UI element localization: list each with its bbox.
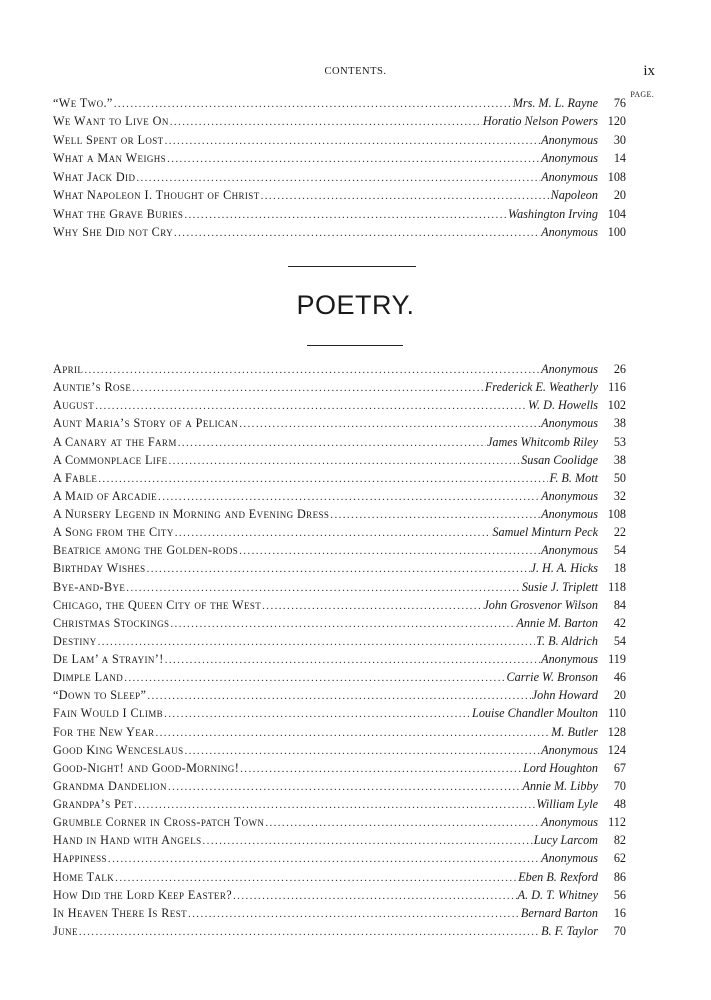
entry-title: Christmas Stockings bbox=[53, 615, 170, 630]
entry-author: John Howard bbox=[531, 688, 598, 703]
entry-author: Carrie W. Bronson bbox=[506, 670, 598, 685]
entry-page-number: 42 bbox=[613, 615, 626, 630]
entry-title: Birthday Wishes bbox=[53, 561, 146, 576]
entry-title: What a Man Weighs bbox=[53, 151, 167, 166]
contents-entry bbox=[53, 706, 626, 724]
entry-title: June bbox=[53, 923, 78, 938]
entry-author: M. Butler bbox=[551, 724, 598, 739]
entry-author: Anonymous bbox=[541, 652, 598, 666]
entry-page-number: 116 bbox=[608, 380, 626, 395]
contents-entry bbox=[53, 743, 626, 761]
running-head bbox=[0, 64, 711, 84]
entry-title: April bbox=[53, 362, 84, 376]
entry-title: Good-Night! and Good-Morning! bbox=[53, 760, 240, 775]
dot-leader bbox=[203, 835, 533, 847]
section-rule-top bbox=[288, 266, 416, 267]
prose-contents-list bbox=[53, 96, 626, 244]
contents-entry bbox=[53, 380, 626, 398]
dot-leader bbox=[114, 98, 512, 110]
contents-entry bbox=[53, 543, 626, 561]
entry-page-number: 14 bbox=[613, 151, 626, 166]
entry-author: Anonymous bbox=[541, 507, 598, 521]
dot-leader bbox=[164, 708, 471, 720]
entry-title: For the New Year bbox=[53, 724, 155, 739]
contents-entry bbox=[53, 906, 626, 924]
contents-entry bbox=[53, 561, 626, 579]
entry-title: Good King Wenceslaus bbox=[53, 742, 184, 757]
entry-author: A. D. T. Whitney bbox=[517, 887, 598, 902]
entry-author: Anonymous bbox=[541, 169, 598, 184]
entry-title: Home Talk bbox=[53, 869, 115, 884]
contents-entry bbox=[53, 815, 626, 833]
section-heading: POETRY. bbox=[296, 290, 415, 320]
contents-entry bbox=[53, 489, 626, 507]
dot-leader bbox=[184, 745, 540, 757]
contents-entry bbox=[53, 525, 626, 543]
entry-page-number: 100 bbox=[607, 225, 626, 240]
entry-author: Anonymous bbox=[541, 362, 598, 376]
entry-page-number: 30 bbox=[613, 132, 626, 147]
entry-title: A Commonplace Life bbox=[53, 452, 168, 467]
entry-author: Anonymous bbox=[541, 543, 598, 558]
entry-page-number: 70 bbox=[613, 923, 626, 938]
entry-author: Anonymous bbox=[541, 225, 598, 240]
entry-title: What the Grave Buries bbox=[53, 206, 184, 221]
dot-leader bbox=[261, 190, 550, 202]
entry-page-number: 86 bbox=[613, 869, 626, 884]
contents-entry bbox=[53, 616, 626, 634]
entry-page-number: 112 bbox=[608, 815, 626, 830]
entry-page-number: 108 bbox=[607, 507, 626, 521]
entry-page-number: 84 bbox=[613, 597, 626, 612]
entry-page-number: 38 bbox=[613, 452, 626, 467]
entry-page-number: 119 bbox=[608, 652, 626, 666]
dot-leader bbox=[184, 209, 507, 221]
entry-author: Washington Irving bbox=[508, 206, 598, 221]
entry-page-number: 124 bbox=[607, 742, 626, 757]
dot-leader bbox=[174, 227, 540, 239]
entry-author: Anonymous bbox=[541, 851, 598, 866]
dot-leader bbox=[155, 727, 550, 739]
contents-entry bbox=[53, 114, 626, 132]
contents-entry bbox=[53, 435, 626, 453]
dot-leader bbox=[95, 400, 527, 412]
entry-author: John Grosvenor Wilson bbox=[483, 597, 598, 612]
entry-title: A Fable bbox=[53, 470, 98, 485]
page-column-label: PAGE. bbox=[630, 90, 654, 99]
entry-page-number: 118 bbox=[608, 579, 626, 594]
dot-leader bbox=[147, 690, 530, 702]
entry-page-number: 128 bbox=[607, 724, 626, 739]
entry-title: “Down to Sleep” bbox=[53, 688, 147, 703]
contents-entry bbox=[53, 207, 626, 225]
entry-page-number: 54 bbox=[613, 633, 626, 648]
entry-title: A Canary at the Farm bbox=[53, 434, 177, 449]
contents-entry bbox=[53, 688, 626, 706]
dot-leader bbox=[169, 455, 521, 467]
entry-author: Horatio Nelson Powers bbox=[482, 114, 598, 129]
entry-title: What Jack Did bbox=[53, 169, 136, 184]
dot-leader bbox=[265, 817, 540, 829]
dot-leader bbox=[175, 527, 492, 539]
contents-entry bbox=[53, 133, 626, 151]
contents-entry bbox=[53, 188, 626, 206]
entry-page-number: 104 bbox=[607, 206, 626, 221]
contents-entry bbox=[53, 170, 626, 188]
entry-page-number: 76 bbox=[613, 96, 626, 110]
entry-title: A Nursery Legend in Morning and Evening Dress bbox=[53, 507, 330, 521]
entry-page-number: 38 bbox=[613, 416, 626, 431]
entry-page-number: 46 bbox=[613, 670, 626, 685]
dot-leader bbox=[233, 890, 517, 902]
contents-entry bbox=[53, 924, 626, 942]
section-rule-bottom bbox=[307, 345, 403, 346]
entry-page-number: 120 bbox=[607, 114, 626, 129]
dot-leader bbox=[239, 545, 540, 557]
dot-leader bbox=[84, 364, 540, 376]
contents-entry bbox=[53, 471, 626, 489]
entry-page-number: 54 bbox=[613, 543, 626, 558]
entry-page-number: 22 bbox=[613, 525, 626, 540]
entry-page-number: 62 bbox=[613, 851, 626, 866]
contents-entry bbox=[53, 362, 626, 380]
entry-author: Anonymous bbox=[541, 488, 598, 503]
entry-author: James Whitcomb Riley bbox=[486, 434, 598, 449]
entry-page-number: 67 bbox=[613, 760, 626, 775]
entry-page-number: 20 bbox=[613, 188, 626, 203]
dot-leader bbox=[134, 799, 535, 811]
entry-title: Chicago, the Queen City of the West bbox=[53, 597, 262, 612]
dot-leader bbox=[240, 763, 522, 775]
dot-leader bbox=[165, 654, 540, 666]
entry-page-number: 16 bbox=[613, 905, 626, 920]
contents-entry bbox=[53, 888, 626, 906]
entry-title: Destiny bbox=[53, 633, 97, 648]
entry-title: Grandpa’s Pet bbox=[53, 797, 134, 811]
dot-leader bbox=[165, 135, 541, 147]
dot-leader bbox=[188, 908, 520, 920]
contents-entry bbox=[53, 851, 626, 869]
dot-leader bbox=[108, 853, 540, 865]
dot-leader bbox=[170, 618, 515, 630]
dot-leader bbox=[79, 926, 540, 938]
entry-author: T. B. Aldrich bbox=[536, 633, 598, 648]
entry-title: Happiness bbox=[53, 851, 107, 866]
entry-author: Frederick E. Weatherly bbox=[484, 380, 598, 395]
contents-entry bbox=[53, 96, 626, 114]
entry-title: What Napoleon I. Thought of Christ bbox=[53, 188, 260, 203]
contents-entry bbox=[53, 598, 626, 616]
entry-author: Louise Chandler Moulton bbox=[472, 706, 598, 721]
entry-author: Anonymous bbox=[541, 742, 598, 757]
dot-leader bbox=[126, 582, 521, 594]
dot-leader bbox=[158, 491, 540, 503]
dot-leader bbox=[98, 473, 548, 485]
contents-entry bbox=[53, 797, 626, 815]
entry-page-number: 18 bbox=[613, 561, 626, 576]
entry-author: Lucy Larcom bbox=[533, 833, 598, 848]
entry-title: Aunt Maria’s Story of a Pelican bbox=[53, 416, 239, 431]
entry-page-number: 70 bbox=[613, 778, 626, 793]
contents-entry bbox=[53, 670, 626, 688]
entry-author: Lord Houghton bbox=[522, 760, 598, 775]
poetry-contents-list bbox=[53, 362, 626, 942]
entry-title: De Lam’ a Strayin’! bbox=[53, 652, 164, 666]
entry-title: “We Two.” bbox=[53, 96, 113, 110]
entry-page-number: 20 bbox=[613, 688, 626, 703]
entry-author: W. D. Howells bbox=[528, 398, 598, 413]
entry-title: A Song from the City bbox=[53, 525, 174, 540]
dot-leader bbox=[330, 509, 540, 521]
entry-title: We Want to Live On bbox=[53, 114, 169, 129]
dot-leader bbox=[239, 418, 540, 430]
entry-title: A Maid of Arcadie bbox=[53, 488, 158, 503]
entry-author: Bernard Barton bbox=[520, 905, 598, 920]
entry-page-number: 26 bbox=[613, 362, 626, 376]
entry-author: Eben B. Rexford bbox=[518, 869, 598, 884]
entry-author: Napoleon bbox=[550, 188, 598, 203]
entry-page-number: 50 bbox=[613, 470, 626, 485]
contents-entry bbox=[53, 416, 626, 434]
entry-page-number: 48 bbox=[613, 797, 626, 811]
entry-page-number: 53 bbox=[613, 434, 626, 449]
entry-author: Mrs. M. L. Rayne bbox=[512, 96, 598, 110]
entry-title: Grumble Corner in Cross-patch Town bbox=[53, 815, 265, 830]
entry-page-number: 82 bbox=[613, 833, 626, 848]
entry-page-number: 56 bbox=[613, 887, 626, 902]
dot-leader bbox=[98, 636, 536, 648]
entry-author: B. F. Taylor bbox=[541, 923, 598, 938]
dot-leader bbox=[178, 437, 486, 449]
entry-title: Dimple Land bbox=[53, 670, 124, 685]
contents-entry bbox=[53, 507, 626, 525]
entry-author: Susie J. Triplett bbox=[521, 579, 598, 594]
dot-leader bbox=[167, 153, 540, 165]
entry-author: Samuel Minturn Peck bbox=[492, 525, 598, 540]
dot-leader bbox=[170, 116, 482, 128]
dot-leader bbox=[136, 172, 540, 184]
entry-author: Anonymous bbox=[541, 416, 598, 431]
entry-page-number: 32 bbox=[613, 488, 626, 503]
contents-entry bbox=[53, 779, 626, 797]
entry-title: Auntie’s Rose bbox=[53, 380, 132, 395]
entry-author: Anonymous bbox=[541, 815, 598, 830]
contents-entry bbox=[53, 725, 626, 743]
entry-title: Well Spent or Lost bbox=[53, 132, 164, 147]
entry-author: Annie M. Barton bbox=[516, 615, 598, 630]
entry-author: Susan Coolidge bbox=[521, 452, 598, 467]
contents-entry bbox=[53, 398, 626, 416]
page-number: ix bbox=[643, 63, 655, 79]
contents-entry bbox=[53, 151, 626, 169]
entry-author: F. B. Mott bbox=[549, 470, 598, 485]
entry-title: August bbox=[53, 398, 95, 413]
dot-leader bbox=[132, 382, 484, 394]
entry-title: Grandma Dandelion bbox=[53, 778, 167, 793]
entry-title: Why She Did not Cry bbox=[53, 225, 173, 240]
entry-title: Hand in Hand with Angels bbox=[53, 833, 202, 848]
entry-title: Bye-and-Bye bbox=[53, 579, 126, 594]
entry-author: William Lyle bbox=[536, 797, 598, 811]
running-title: CONTENTS. bbox=[324, 66, 387, 77]
contents-entry bbox=[53, 652, 626, 670]
entry-author: Anonymous bbox=[541, 151, 598, 166]
entry-title: Fain Would I Climb bbox=[53, 706, 164, 721]
entry-author: Anonymous bbox=[541, 132, 598, 147]
dot-leader bbox=[147, 563, 530, 575]
dot-leader bbox=[262, 600, 482, 612]
contents-entry bbox=[53, 580, 626, 598]
entry-page-number: 102 bbox=[607, 398, 626, 413]
entry-title: Beatrice among the Golden-rods bbox=[53, 543, 239, 558]
dot-leader bbox=[115, 872, 517, 884]
entry-page-number: 110 bbox=[608, 706, 626, 721]
entry-author: Annie M. Libby bbox=[522, 778, 598, 793]
contents-entry bbox=[53, 634, 626, 652]
contents-entry bbox=[53, 761, 626, 779]
contents-entry bbox=[53, 870, 626, 888]
entry-title: In Heaven There Is Rest bbox=[53, 905, 187, 920]
entry-page-number: 108 bbox=[607, 169, 626, 184]
contents-entry bbox=[53, 453, 626, 471]
contents-entry bbox=[53, 833, 626, 851]
entry-title: How Did the Lord Keep Easter? bbox=[53, 887, 233, 902]
dot-leader bbox=[124, 672, 505, 684]
dot-leader bbox=[168, 781, 522, 793]
entry-author: J. H. A. Hicks bbox=[530, 561, 598, 576]
contents-entry bbox=[53, 225, 626, 243]
